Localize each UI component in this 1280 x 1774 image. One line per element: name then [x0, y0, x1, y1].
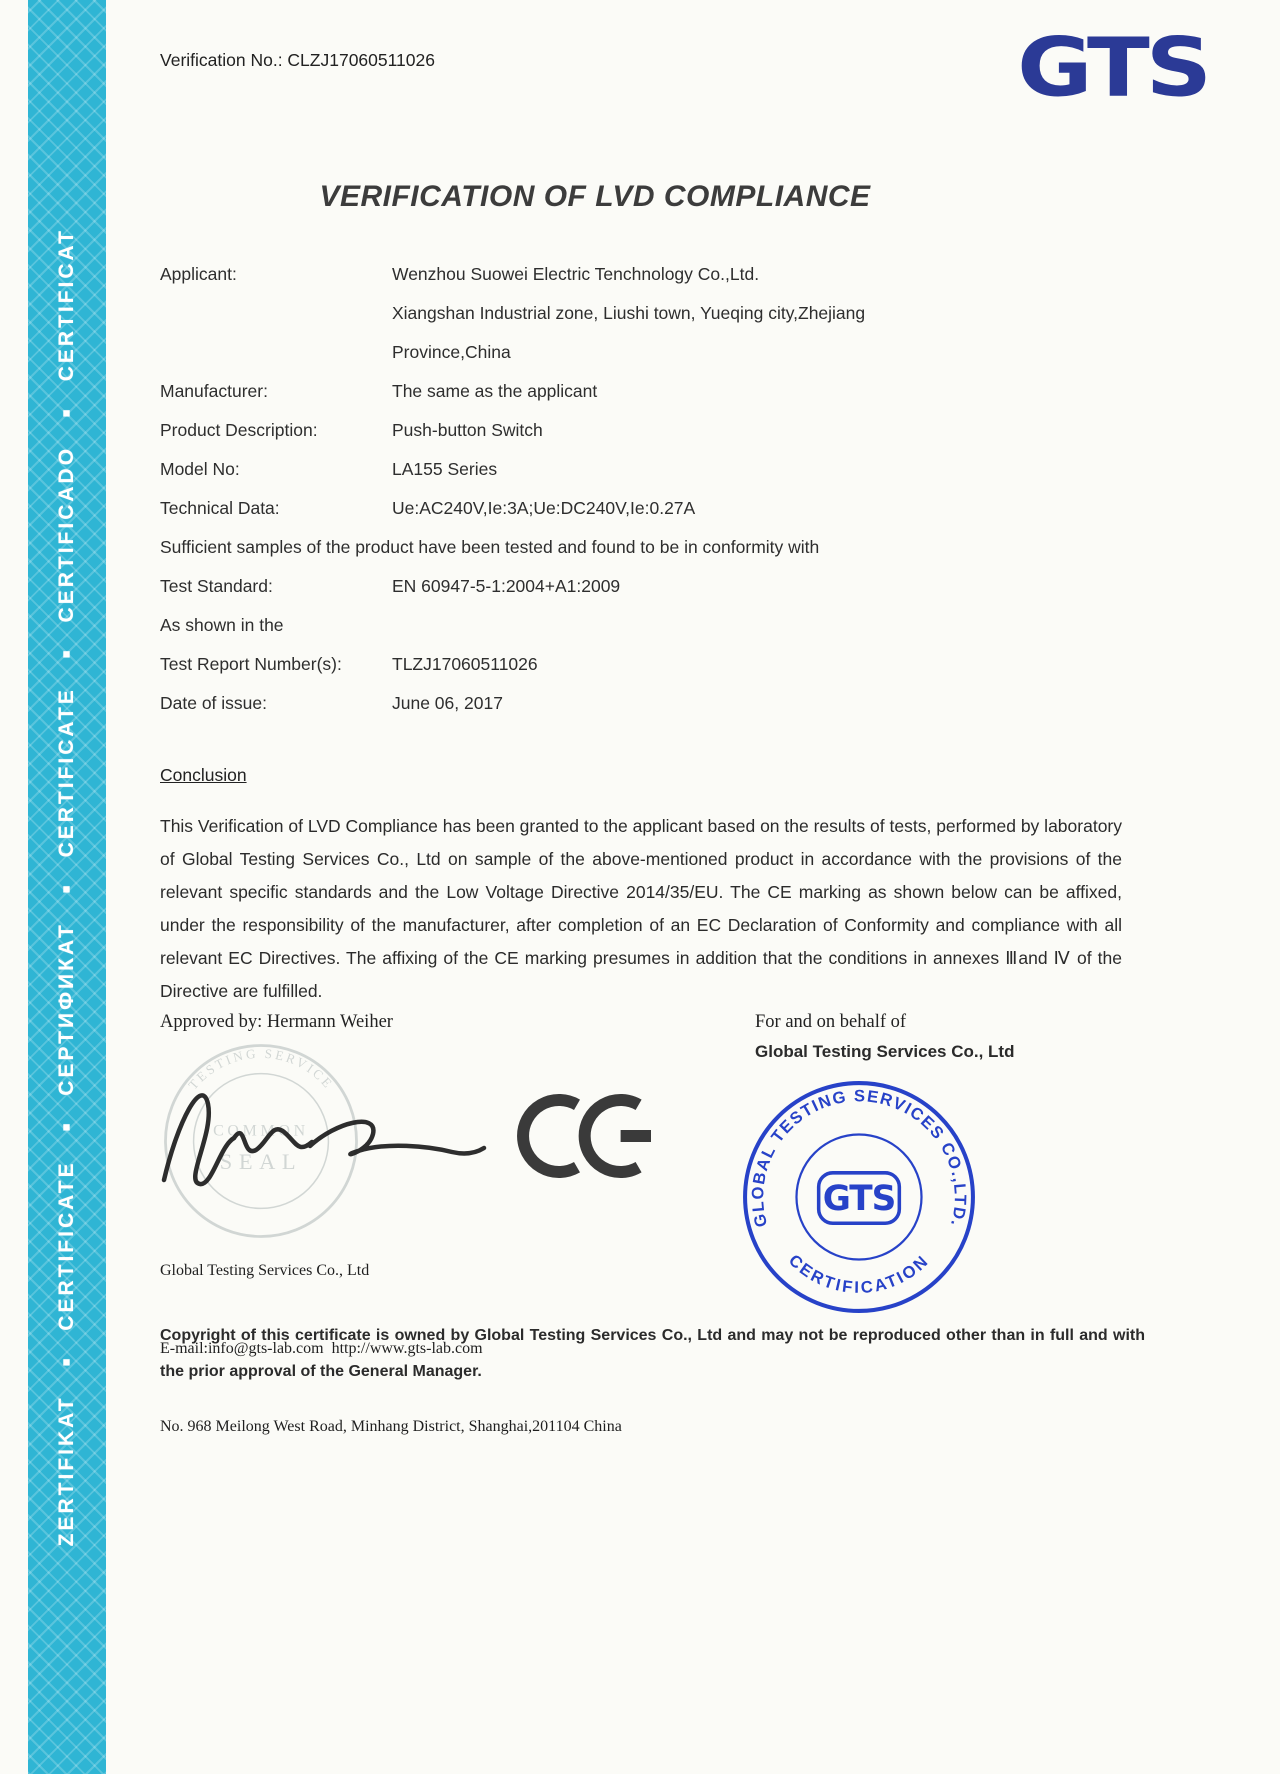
- detail-row-product: [160, 418, 1135, 457]
- detail-row-report: [160, 652, 1135, 691]
- field-label: [160, 340, 392, 379]
- behalf-company: Global Testing Services Co., Ltd: [755, 1042, 1015, 1061]
- field-label: Test Report Number(s):: [160, 654, 342, 674]
- svg-text:GLOBAL TESTING SERVICES CO.,LT: GLOBAL TESTING SERVICES CO.,LTD.: [747, 1086, 970, 1230]
- conclusion-paragraph: This Verification of LVD Compliance has been granted to the applicant based on the results of tests, performed by laboratory of Global Testing Services Co., Ltd on sample of the above-mentioned product in accordance with the provisions of the relevant specific standards and the Low Voltage Directive 2014/35/EU. The CE marking as shown below can be affixed, under the responsibility of the manufacturer, after completion of an EC Declaration of Conformity and compliance with all relevant EC Directives. The affixing of the CE marking presumes in addition that the conditions in annexes Ⅲand Ⅳ of the Directive are fulfilled.: [160, 816, 1122, 1001]
- field-label: [160, 301, 392, 340]
- detail-row-standard: [160, 574, 1135, 613]
- certificate-band-text: [55, 228, 79, 1546]
- field-value: Ue:AC240V,Ie:3A;Ue:DC240V,Ie:0.27A: [392, 498, 696, 518]
- as-shown-note: As shown in the: [160, 615, 284, 635]
- field-value: Province,China: [392, 342, 511, 362]
- detail-row-applicant-address: [160, 340, 1135, 379]
- field-value: Xiangshan Industrial zone, Liushi town, Yueqing city,Zhejiang: [392, 303, 866, 323]
- gts-logo: GTS: [1017, 20, 1208, 115]
- issuer-company: Global Testing Services Co., Ltd: [160, 1262, 370, 1279]
- svg-text:GTS: GTS: [822, 1179, 896, 1220]
- band-word: CERTIFICAT: [55, 227, 78, 382]
- certificate-edge-band: [28, 0, 106, 1774]
- verification-number: Verification No.: CLZJ17060511026: [160, 50, 435, 70]
- field-value: The same as the applicant: [392, 381, 598, 401]
- behalf-line: For and on behalf of: [755, 1012, 907, 1032]
- detail-row-date: [160, 691, 1135, 730]
- band-separator-square: ■: [59, 1355, 74, 1371]
- band-word: CERTIFICATE: [55, 1160, 78, 1331]
- field-value: TLZJ17060511026: [392, 654, 538, 674]
- detail-row-manufacturer: [160, 379, 1135, 418]
- svg-text:SEAL: SEAL: [219, 1149, 303, 1175]
- conformity-note: Sufficient samples of the product have been tested and found to be in conformity with: [160, 537, 820, 557]
- document-title: VERIFICATION OF LVD COMPLIANCE: [319, 180, 871, 213]
- band-word: СЕРТИФИКАТ: [55, 921, 78, 1096]
- approved-by-line: Approved by: Hermann Weiher: [160, 1012, 393, 1032]
- field-value: Wenzhou Suowei Electric Tenchnology Co.,Ltd.: [392, 264, 760, 284]
- field-value: LA155 Series: [392, 459, 498, 479]
- issuer-address: No. 968 Meilong West Road, Minhang District, Shanghai,201104 China: [160, 1418, 622, 1435]
- detail-row-applicant-address: [160, 301, 1135, 340]
- band-word: CERTIFICADO: [55, 445, 78, 623]
- detail-row-technical: [160, 496, 1135, 535]
- conclusion-heading: Conclusion: [160, 765, 247, 785]
- band-separator-square: ■: [59, 1120, 74, 1136]
- copyright-notice: Copyright of this certificate is owned by Global Testing Services Co., Ltd and may not be reproduced other than in full and with the prior approval of the General Manager.: [160, 1327, 1145, 1380]
- field-value: June 06, 2017: [392, 693, 503, 713]
- field-value: Push-button Switch: [392, 420, 543, 440]
- on-behalf-block: [755, 1012, 1014, 1062]
- field-label: Applicant:: [160, 264, 237, 284]
- field-label: Product Description:: [160, 420, 318, 440]
- detail-row-model: [160, 457, 1135, 496]
- field-value: EN 60947-5-1:2004+A1:2009: [392, 576, 621, 596]
- band-separator-square: ■: [59, 647, 74, 663]
- band-word: CERTIFICATE: [55, 686, 78, 858]
- field-label: Manufacturer:: [160, 381, 268, 401]
- band-separator-square: ■: [59, 882, 74, 898]
- svg-text:TESTING SERVICE: TESTING SERVICE: [185, 1045, 337, 1093]
- certification-stamp: [738, 1076, 980, 1323]
- svg-text:COMMON: COMMON: [213, 1122, 309, 1140]
- certificate-details: [160, 262, 1135, 730]
- field-label: Technical Data:: [160, 498, 280, 518]
- field-label: Model No:: [160, 459, 240, 479]
- issuer-email-web: E-mail:info@gts-lab.com http://www.gts-lab.com: [160, 1340, 483, 1357]
- detail-row-applicant: [160, 262, 1135, 301]
- field-label: Date of issue:: [160, 693, 267, 713]
- svg-text:CERTIFICATION: CERTIFICATION: [784, 1250, 934, 1298]
- ce-mark-icon: [515, 1092, 667, 1185]
- field-label: Test Standard:: [160, 576, 273, 596]
- band-word: ZERTIFIKAT: [55, 1395, 78, 1547]
- band-separator-square: ■: [59, 405, 74, 421]
- signature-scrawl: [150, 1062, 490, 1197]
